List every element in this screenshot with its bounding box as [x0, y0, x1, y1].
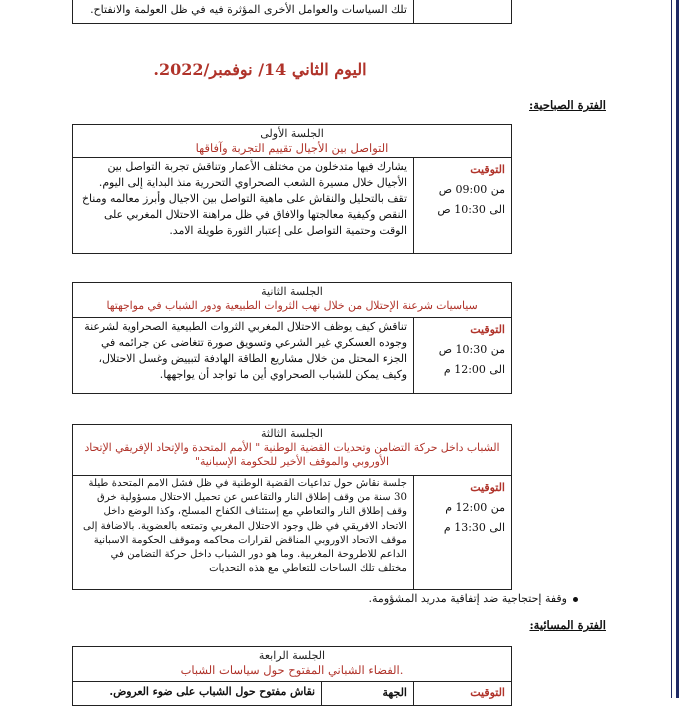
session-4-content: نقاش مفتوح حول الشباب على ضوء العروض. [109, 685, 315, 698]
session-1-time-to: الى 10:30 ص [437, 203, 505, 216]
day-title: اليوم الثاني 14/ نوفمبر/2022. [153, 60, 367, 79]
previous-session-text: تلك السياسات والعوامل الأخرى المؤثرة فيه في ظل العولمة والانفتاح. [90, 3, 407, 16]
description-cell [73, 0, 413, 23]
session-2-header [73, 283, 511, 318]
session-4-table [72, 646, 512, 706]
session-3-timing-label: التوقيت [470, 481, 505, 494]
session-2-title: الجلسة الثانية [261, 285, 323, 298]
session-2-description-cell [73, 317, 413, 393]
session-2-table [72, 282, 512, 394]
session-3-subtitle: الشباب داخل حركة التضامن وتحديات القضية الوطنية " الأمم المتحدة والإتحاد الإفريقي الإتحاد الأوروبي والموقف الأخير للحكومة الإسبانية" [84, 441, 500, 468]
session-4-body [73, 681, 511, 705]
session-3-time-to: الى 13:30 م [443, 521, 505, 534]
previous-session-table [72, 0, 512, 24]
session-1-table [72, 124, 512, 254]
timing-cell [413, 0, 511, 23]
morning-period-label: الفترة الصباحية: [529, 98, 606, 112]
session-1-title: الجلسة الأولى [260, 127, 324, 140]
session-3-title: الجلسة الثالثة [260, 427, 323, 440]
session-4-timing-cell [413, 681, 511, 705]
session-3-description-cell [73, 475, 413, 589]
session-1-timing-label: التوقيت [470, 163, 505, 176]
session-4-header [73, 647, 511, 682]
session-2-timing-cell [413, 317, 511, 393]
session-4-title: الجلسة الرابعة [258, 649, 326, 662]
session-1-subtitle: التواصل بين الأجيال تقييم التجربة وآفاقها [195, 141, 389, 155]
session-4-content-cell [73, 681, 321, 705]
session-2-time-to: الى 12:00 م [443, 363, 505, 376]
session-1-timing-cell [413, 157, 511, 253]
session-1-description: يشارك فيها متدخلون من مختلف الأعمار وتناقش تجربة التواصل بين الأجيال خلال مسيرة الشعب الصحراوي التحررية منذ البداية إلى اليوم. تقف بالتحليل والنقاش على ماهية التواصل بين الاجيال وأبرز معالمه ومناخ النقص وكيفية معالجتها والافاق في ظل مراهنة الاحتلال المغربي على الوقت وحتمية التواصل على إعتبار الثورة طويلة الامد. [82, 160, 407, 237]
session-3-body [73, 475, 511, 589]
session-2-time-from: من 10:30 ص [438, 343, 505, 356]
session-1-header [73, 125, 511, 158]
session-3-time-from: من 12:00 م [445, 501, 505, 514]
protest-note [369, 592, 578, 605]
bullet-icon [573, 597, 578, 602]
evening-period-label: الفترة المسائية: [529, 618, 606, 632]
session-1-time-from: من 09:00 ص [438, 183, 505, 196]
session-3-header [73, 425, 511, 476]
session-4-party-label: الجهة [382, 686, 407, 699]
session-2-timing-label: التوقيت [470, 323, 505, 336]
session-3-table [72, 424, 512, 590]
protest-note-text: وقفة إحتجاجية ضد إتفاقية مدريد المشؤومة. [368, 592, 567, 605]
session-1-description-cell [73, 157, 413, 253]
session-4-party-cell [321, 681, 413, 705]
session-2-subtitle: سياسيات شرعنة الإحتلال من خلال نهب الثروات الطبيعية ودور الشباب في مواجهتها [106, 299, 478, 312]
session-2-body [73, 317, 511, 393]
session-1-body [73, 157, 511, 253]
session-4-subtitle: الفضاء الشباني المفتوح حول سياسات الشباب. [180, 663, 404, 677]
session-2-description: تناقش كيف يوظف الاحتلال المغربي الثروات الطبيعية الصحراوية لشرعنة وجوده العسكري غير الشرعي وتسويق صورة تتغاضى عن جرائمه في الجزء المحتل من خلال مشاريع الطاقة الهادفة لتبييض وغسل الاحتلال، وكيف يمكن للشباب الصحراوي أين ما تواجد أن يواجهها. [84, 320, 407, 381]
session-3-timing-cell [413, 475, 511, 589]
session-4-timing-label: التوقيت [470, 686, 505, 699]
session-3-description: جلسة نقاش حول تداعيات القضية الوطنية في ظل فشل الامم المتحدة طيلة 30 سنة من وقف إطلاق النار والتقاعس عن تحميل الاحتلال مسؤولية خرق وقف إطلاق النار والتعاطي مع إستئناف الكفاح المسلح، وكذا الوضع داخل الاتحاد الافريقي في ظل وجود الاحتلال المغربي وتمتعه بالعضوية. بالاضافة إلى موقف الاتحاد الاوروبي المناقض لقرارات محاكمه وموقف الحكومة الاسبانية الداعم للاطروحة المغربية. وما هو دور الشباب داخل حركة التضامن في مختلف تلك الساحات للتعاطي مع هذه التحديات [82, 478, 407, 575]
